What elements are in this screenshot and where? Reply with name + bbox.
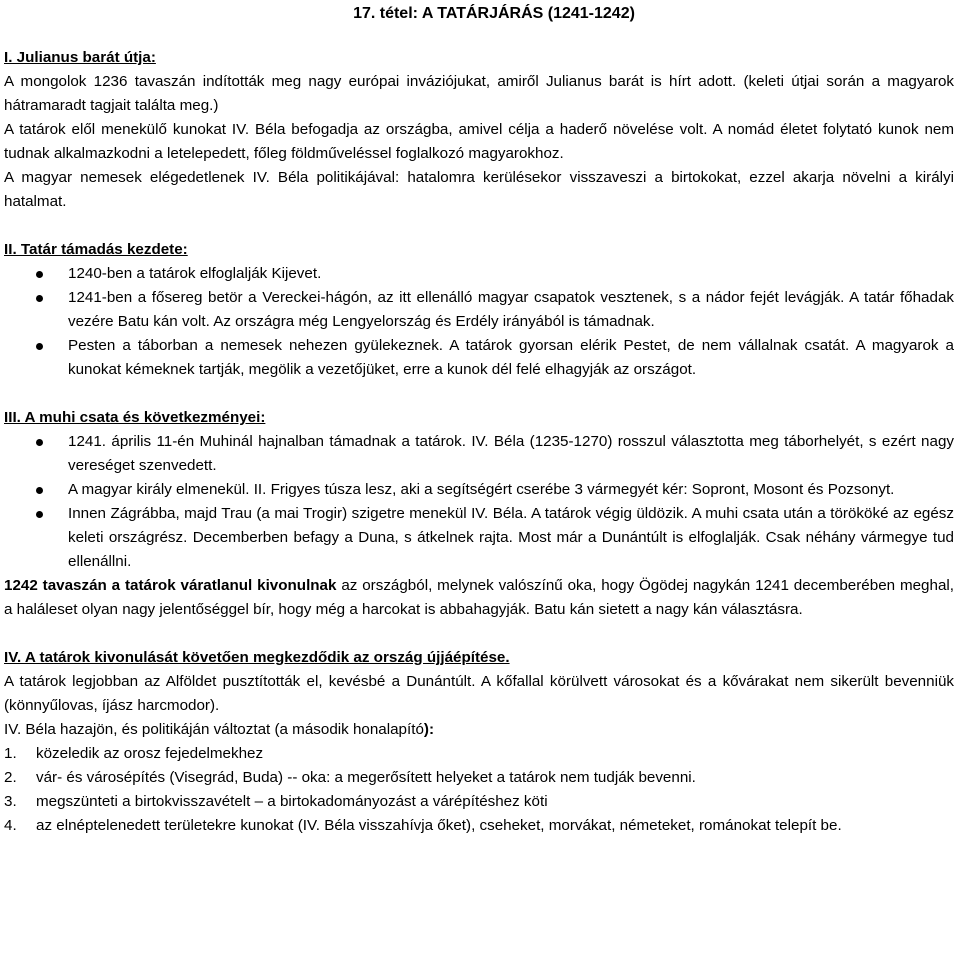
numbered-item [4,742,954,766]
item-number: 2. [4,769,17,786]
spacer [4,382,954,406]
numbered-item [4,814,954,838]
section-4-paragraph-2-end: ): [423,721,435,738]
bullet-icon [36,343,43,350]
section-2-list [4,262,954,382]
numbered-item-text: megszünteti a birtokvisszavételt – a birtokadományozást a várépítéshez köti [36,793,548,810]
section-1-paragraph-1: A mongolok 1236 tavaszán indították meg nagy európai inváziójukat, amiről Julianus barát is hírt adott. (keleti útjai során a magyarok hátramaradt tagjait találta meg.) [4,73,954,114]
list-item-text: 1241. április 11-én Muhinál hajnalban támadnak a tatárok. IV. Béla (1235-1270) rosszul választotta meg táborhelyét, s ezért nagy vereséget szenvedett. [68,433,954,474]
section-4-paragraph-2-text: IV. Béla hazajön, és politikáján változtat (a második honalapító [4,721,424,738]
bullet-icon [36,271,43,278]
numbered-item-text: az elnéptelenedett területekre kunokat (IV. Béla visszahívja őket), cseheket, morvákat, németeket, románokat telepít be. [36,817,842,834]
numbered-item [4,790,954,814]
item-number: 3. [4,793,17,810]
spacer [4,214,954,238]
list-item [4,502,954,574]
section-1-heading: I. Julianus barát útja: [4,49,156,66]
bullet-icon [36,487,43,494]
numbered-item-text: közeledik az orosz fejedelmekhez [36,745,264,762]
list-item [4,286,954,334]
section-1-paragraph-3: A magyar nemesek elégedetlenek IV. Béla politikájával: hatalomra kerülésekor visszaveszi a birtokokat, ezzel akarja növelni a királyi hatalmat. [4,169,954,210]
section-4-paragraph-2 [4,718,954,742]
numbered-item [4,766,954,790]
list-item [4,262,954,286]
withdrawal-paragraph [4,574,954,622]
section-3-heading: III. A muhi csata és következményei: [4,409,266,426]
document-title: 17. tétel: A TATÁRJÁRÁS (1241-1242) [353,5,635,22]
bullet-icon [36,295,43,302]
list-item [4,478,954,502]
list-item-text: 1240-ben a tatárok elfoglalják Kijevet. [68,265,322,282]
item-number: 1. [4,745,17,762]
list-item-text: Pesten a táborban a nemesek nehezen gyülekeznek. A tatárok gyorsan elérik Pestet, de nem vállalnak csatát. A magyarok a kunokat kémeknek tartják, megölik a vezetőjüket, erre a kunok dél felé elhagyják az országot. [68,337,954,378]
bullet-icon [36,439,43,446]
section-2-heading: II. Tatár támadás kezdete: [4,241,188,258]
bullet-icon [36,511,43,518]
item-number: 4. [4,817,17,834]
spacer [4,622,954,646]
list-item [4,334,954,382]
section-4-paragraph-1: A tatárok legjobban az Alföldet pusztították el, kevésbé a Dunántúlt. A kőfallal körülvett városokat és a kővárakat nem sikerült bevenniük (könnyűlovas, íjász harcmodor). [4,673,954,714]
numbered-item-text: vár- és városépítés (Visegrád, Buda) -- oka: a megerősített helyeket a tatárok nem tudják bevenni. [36,769,696,786]
section-4-list [4,742,954,838]
withdrawal-text: az országból, melynek valószínű oka, hogy Ögödej nagykán 1241 decemberében meghal, a haláleset olyan nagy jelentőséggel bír, hogy még a harcokat is abbahagyják. Batu kán sietett a nagy kán választásra. [4,577,954,618]
list-item-text: 1241-ben a fősereg betör a Vereckei-hágón, az itt ellenálló magyar csapatok vesztenek, s a nádor fejét levágják. A tatár főhadak vezére Batu kán volt. Az országra még Lengyelország és Erdély irányából is támadnak. [68,289,954,330]
list-item-text: A magyar király elmenekül. II. Frigyes túsza lesz, aki a segítségért cserébe 3 vármegyét kér: Sopront, Mosont és Pozsonyt. [68,481,895,498]
list-item-text: Innen Zágrábba, majd Trau (a mai Trogir) szigetre menekül IV. Béla. A tatárok végig üldözik. A muhi csata után a törököké az egész keleti országrész. Decemberben befagy a Duna, s átkelnek rajta. Most már a Dunántúlt is elfoglalják. Csak néhány vármegye tud ellenállni. [68,505,954,570]
withdrawal-bold-text: 1242 tavaszán a tatárok váratlanul kivonulnak [4,577,337,594]
list-item [4,430,954,478]
section-3-list [4,430,954,574]
section-1-paragraph-2: A tatárok elől menekülő kunokat IV. Béla befogadja az országba, amivel célja a haderő növelése volt. A nomád életet folytató kunok nem tudnak alkalmazkodni a letelepedett, főleg földműveléssel foglalkozó magyarokhoz. [4,121,954,162]
section-4-heading: IV. A tatárok kivonulását követően megkezdődik az ország újjáépítése. [4,649,510,666]
